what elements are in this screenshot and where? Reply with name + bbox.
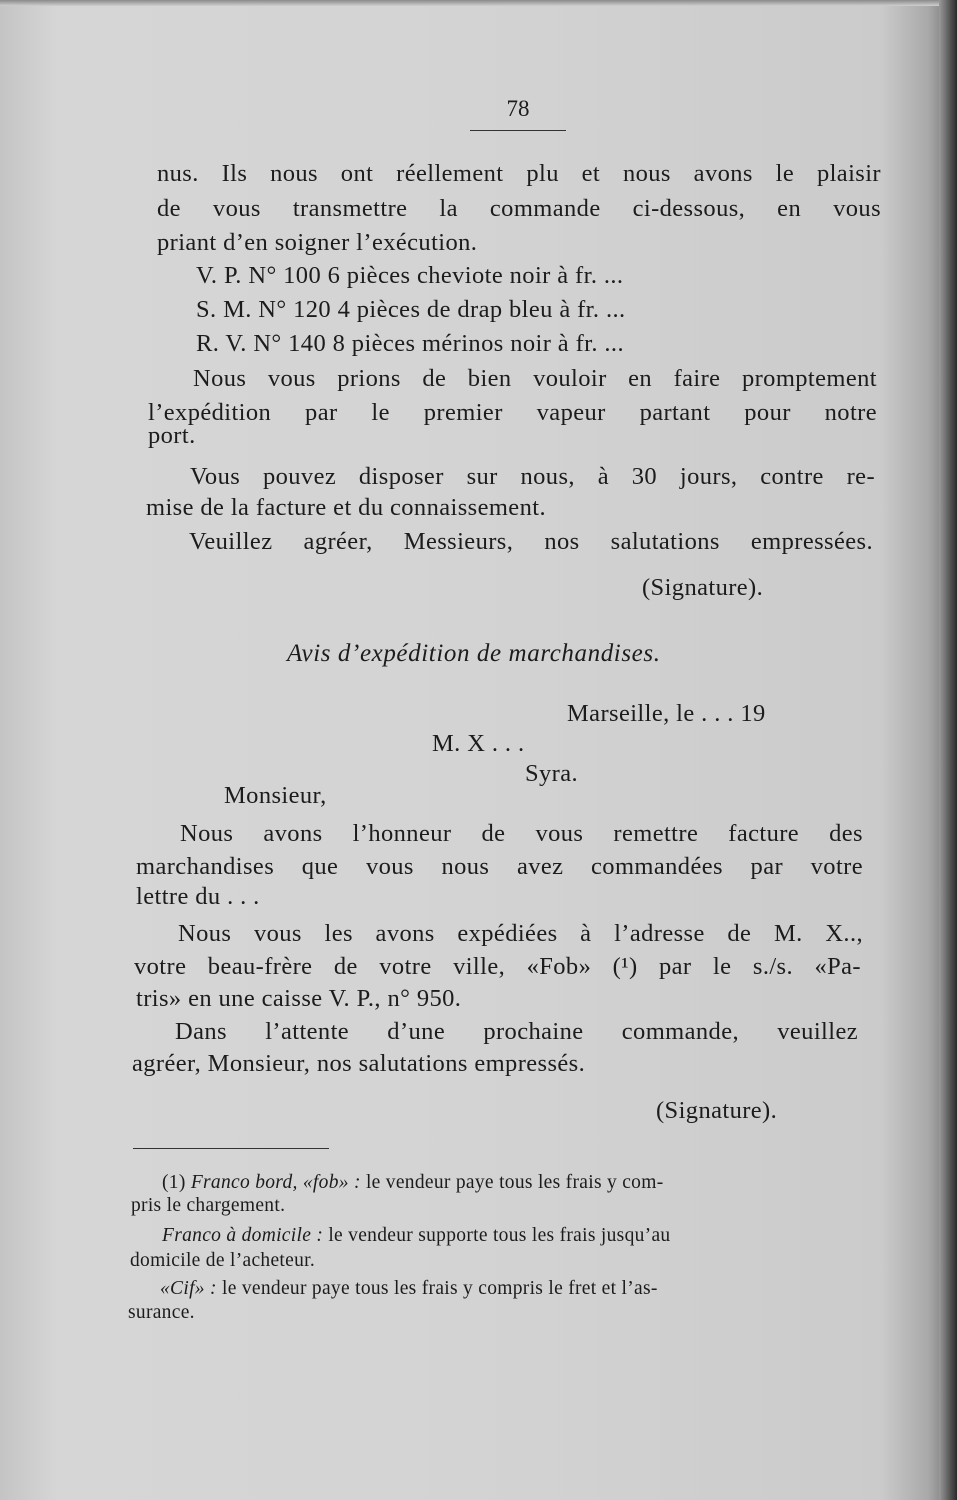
order-line-6: port. [148,422,196,449]
notice-city: Syra. [525,760,579,787]
notice-line-2: marchandises que vous nous avez commandées par votre [136,853,863,880]
footnote-fob-text: le vendeur paye tous les frais y com- [365,1172,664,1193]
notice-line-7: Dans l’attente d’une prochaine commande, veuillez [175,1018,858,1045]
page-binding-edge [939,0,957,1500]
footnote-cif-text: le vendeur paye tous les frais y compris le fret et l’as- [222,1278,658,1299]
page-number: 78 [470,96,566,131]
order-line-2: de vous transmettre la commande ci-dessous, en vous [157,195,881,222]
notice-line-8: agréer, Monsieur, nos salutations empressés. [132,1050,586,1077]
order-item-1: V. P. N° 100 6 pièces cheviote noir à fr. ... [196,262,624,289]
footnote-domicile-term: Franco à domicile : [162,1225,324,1246]
footnote-fob-cont: pris le chargement. [131,1195,286,1216]
order-line-7: Vous pouvez disposer sur nous, à 30 jours, contre re- [190,463,875,490]
page-top-edge [0,0,957,6]
order-line-3: priant d’en soigner l’exécution. [157,229,478,256]
order-line-5: l’expédition par le premier vapeur partant pour notre [148,399,877,426]
notice-title: Avis d’expédition de marchandises. [287,640,661,667]
notice-place-date: Marseille, le . . . 19 [567,700,766,727]
footnote-marker: (1) [162,1172,186,1193]
footnote-cif-cont: surance. [128,1302,195,1323]
footnote-cif-term: «Cif» : [160,1278,217,1299]
notice-salutation: Monsieur, [224,782,327,809]
notice-line-6: tris» en une caisse V. P., n° 950. [136,985,462,1012]
footnote-fob [162,1172,664,1194]
notice-line-4: Nous vous les avons expédiées à l’adresse de M. X.., [178,920,863,947]
order-signature: (Signature). [642,574,764,601]
order-item-3: R. V. N° 140 8 pièces mérinos noir à fr. ... [196,330,624,357]
order-line-9: Veuillez agréer, Messieurs, nos salutations empressées. [189,528,873,555]
notice-recipient: M. X . . . [432,730,525,757]
footnote-divider [133,1148,329,1149]
order-line-1: nus. Ils nous ont réellement plu et nous avons le plaisir [157,160,881,187]
notice-line-1: Nous avons l’honneur de vous remettre facture des [180,820,863,847]
footnote-cif [160,1278,658,1300]
footnote-domicile [162,1225,670,1247]
notice-line-5: votre beau-frère de votre ville, «Fob» (¹) par le s./s. «Pa- [134,953,861,980]
footnote-domicile-text: le vendeur supporte tous les frais jusqu’au [328,1225,671,1246]
notice-line-3: lettre du . . . [136,883,260,910]
footnote-fob-term: Franco bord, «fob» : [190,1172,361,1193]
notice-signature: (Signature). [656,1097,778,1124]
footnote-domicile-cont: domicile de l’acheteur. [130,1250,316,1271]
order-line-4: Nous vous prions de bien vouloir en faire promptement [193,365,877,392]
order-item-2: S. M. N° 120 4 pièces de drap bleu à fr. ... [196,296,626,323]
order-line-8: mise de la facture et du connaissement. [146,494,546,521]
